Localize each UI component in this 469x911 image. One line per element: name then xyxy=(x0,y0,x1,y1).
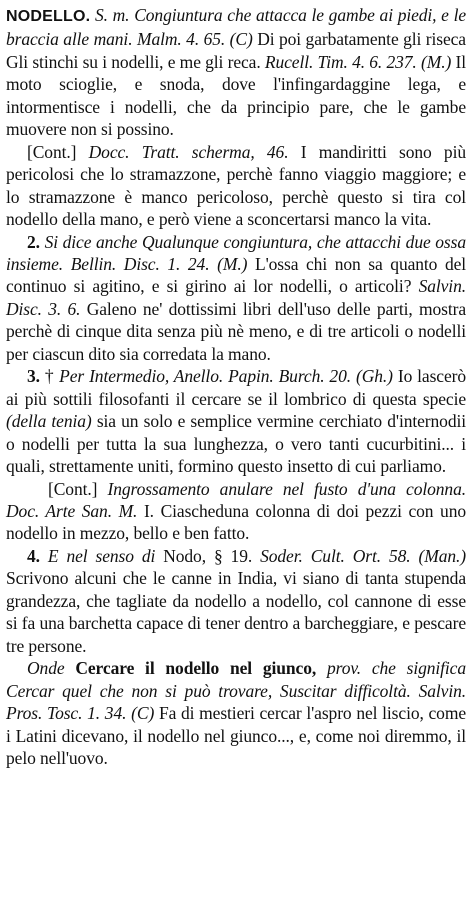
entry-cont-2 xyxy=(6,478,466,545)
obsolete-mark: † xyxy=(44,366,55,387)
cont-tag: [Cont.] xyxy=(48,478,98,499)
quotation: Fa di mestieri cercar l'aspro nel liscio, come i Latini dicevano, il nodello nel giunco..., e, come noi diremmo, il pelo nell'uovo. xyxy=(6,703,467,768)
citation-number: I. xyxy=(143,500,154,521)
entry-sense-1 xyxy=(6,4,466,141)
citation-tag: (Man.) xyxy=(418,545,467,566)
citation: Doc. Arte San. M. xyxy=(6,500,138,521)
quotation: Galeno ne' dottissimi libri dell'uso delle parti, mostra perchè di cinque dita senza più nè meno, e di tre articoli o nodelli per ciascun dito sia corredata la mano. xyxy=(6,298,466,364)
definition-term: Nodo, xyxy=(163,545,206,566)
phrase-intro: Onde xyxy=(27,658,65,679)
entry-cont-1 xyxy=(6,141,466,231)
quotation: Scrivono alcuni che le canne in India, vi siano di tanta stupenda grandezza, che tagliate da nodello a nodello, col cannone di esse si fa una barchetta capace di tener dentro a barcheggiare, e pescare tre persone. xyxy=(6,568,466,656)
phrase-gloss: Cercar quel che non si può trovare, Suscitar difficoltà. xyxy=(6,680,411,701)
quotation: Il moto scioglie, e snoda, dove l'infingardaggine lega, e intormentisce i nodelli, che da principio pare, che le gambe muovere non si possino. xyxy=(6,51,466,140)
citation-tag: (M.) xyxy=(420,51,452,72)
quotation: Di poi garbatamente gli riseca Gli stinchi su i nodelli, e me gli reca. xyxy=(6,29,466,72)
citation: Salvin. Pros. Tosc. 1. 34. xyxy=(6,680,467,724)
quotation: L'ossa chi non sa quanto del continuo si agitino, e si girino ai lor nodelli, o articoli? xyxy=(6,253,467,297)
phrase: Cercare il nodello nel giunco, xyxy=(75,658,317,679)
entry-phrase xyxy=(6,657,466,769)
citation-tag: (C) xyxy=(131,703,155,724)
definition: Si dice anche Qualunque congiuntura, che attacchi due ossa insieme. xyxy=(6,231,467,274)
citation: Papin. Burch. 20. xyxy=(228,366,352,387)
quotation: I mandiritti sono più pericolosi che lo stramazzone, perchè fanno viaggio maggiore; e lo stramazzone è manco pericoloso, perchè questo si tira col nodello della mano, e però viene a sconcertarsi manco la vita. xyxy=(6,141,466,230)
dictionary-page xyxy=(6,4,466,769)
sense-number: 2. xyxy=(27,231,40,252)
citation: Salvin. Disc. 3. 6. xyxy=(6,276,466,319)
citation: Malm. 4. 65. xyxy=(136,29,226,50)
sense-number: 4. xyxy=(27,545,40,566)
cont-tag: [Cont.] xyxy=(27,141,77,162)
quotation: Ciascheduna colonna di doi pezzi con uno nodello in mezzo, bello e ben fatto. xyxy=(6,500,466,544)
headword: NODELLO. xyxy=(6,8,91,25)
citation-tag: (Gh.) xyxy=(355,366,393,387)
definition: Congiuntura che attacca le gambe ai piedi, e le braccia alle mani. xyxy=(6,5,467,50)
sense-number: 3. xyxy=(27,366,40,387)
definition: Ingrossamento anulare nel fusto d'una colonna. xyxy=(107,478,466,499)
entry-sense-4 xyxy=(6,545,466,657)
section-ref: § 19. xyxy=(213,545,253,566)
part-of-speech: S. m. xyxy=(95,5,130,25)
citation: Soder. Cult. Ort. 58. xyxy=(260,545,411,566)
definition: Per Intermedio, Anello. xyxy=(59,366,224,387)
quotation: sia un solo e semplice vermine cerchiato d'internodii o nodelli per tutta la sua lunghezza, o vero tanti cucurbitini... i quali, strettamente uniti, formino questo insetto di cui parliamo. xyxy=(6,411,466,477)
citation: Rucell. Tim. 4. 6. 237. xyxy=(264,51,417,72)
entry-sense-3 xyxy=(6,365,466,477)
quotation-gloss: (della tenia) xyxy=(6,411,92,432)
definition: E nel senso di xyxy=(47,545,156,566)
citation-tag: (C) xyxy=(229,29,253,50)
citation: Bellin. Disc. 1. 24. xyxy=(70,253,210,274)
phrase-label: prov. che significa xyxy=(326,658,466,679)
entry-sense-2 xyxy=(6,231,466,366)
citation: Docc. Tratt. scherma, 46. xyxy=(88,141,289,162)
citation-tag: (M.) xyxy=(217,253,248,274)
quotation: Io lascerò ai più sottili filosofanti il cercare se il lombrico di questa specie xyxy=(6,366,467,409)
